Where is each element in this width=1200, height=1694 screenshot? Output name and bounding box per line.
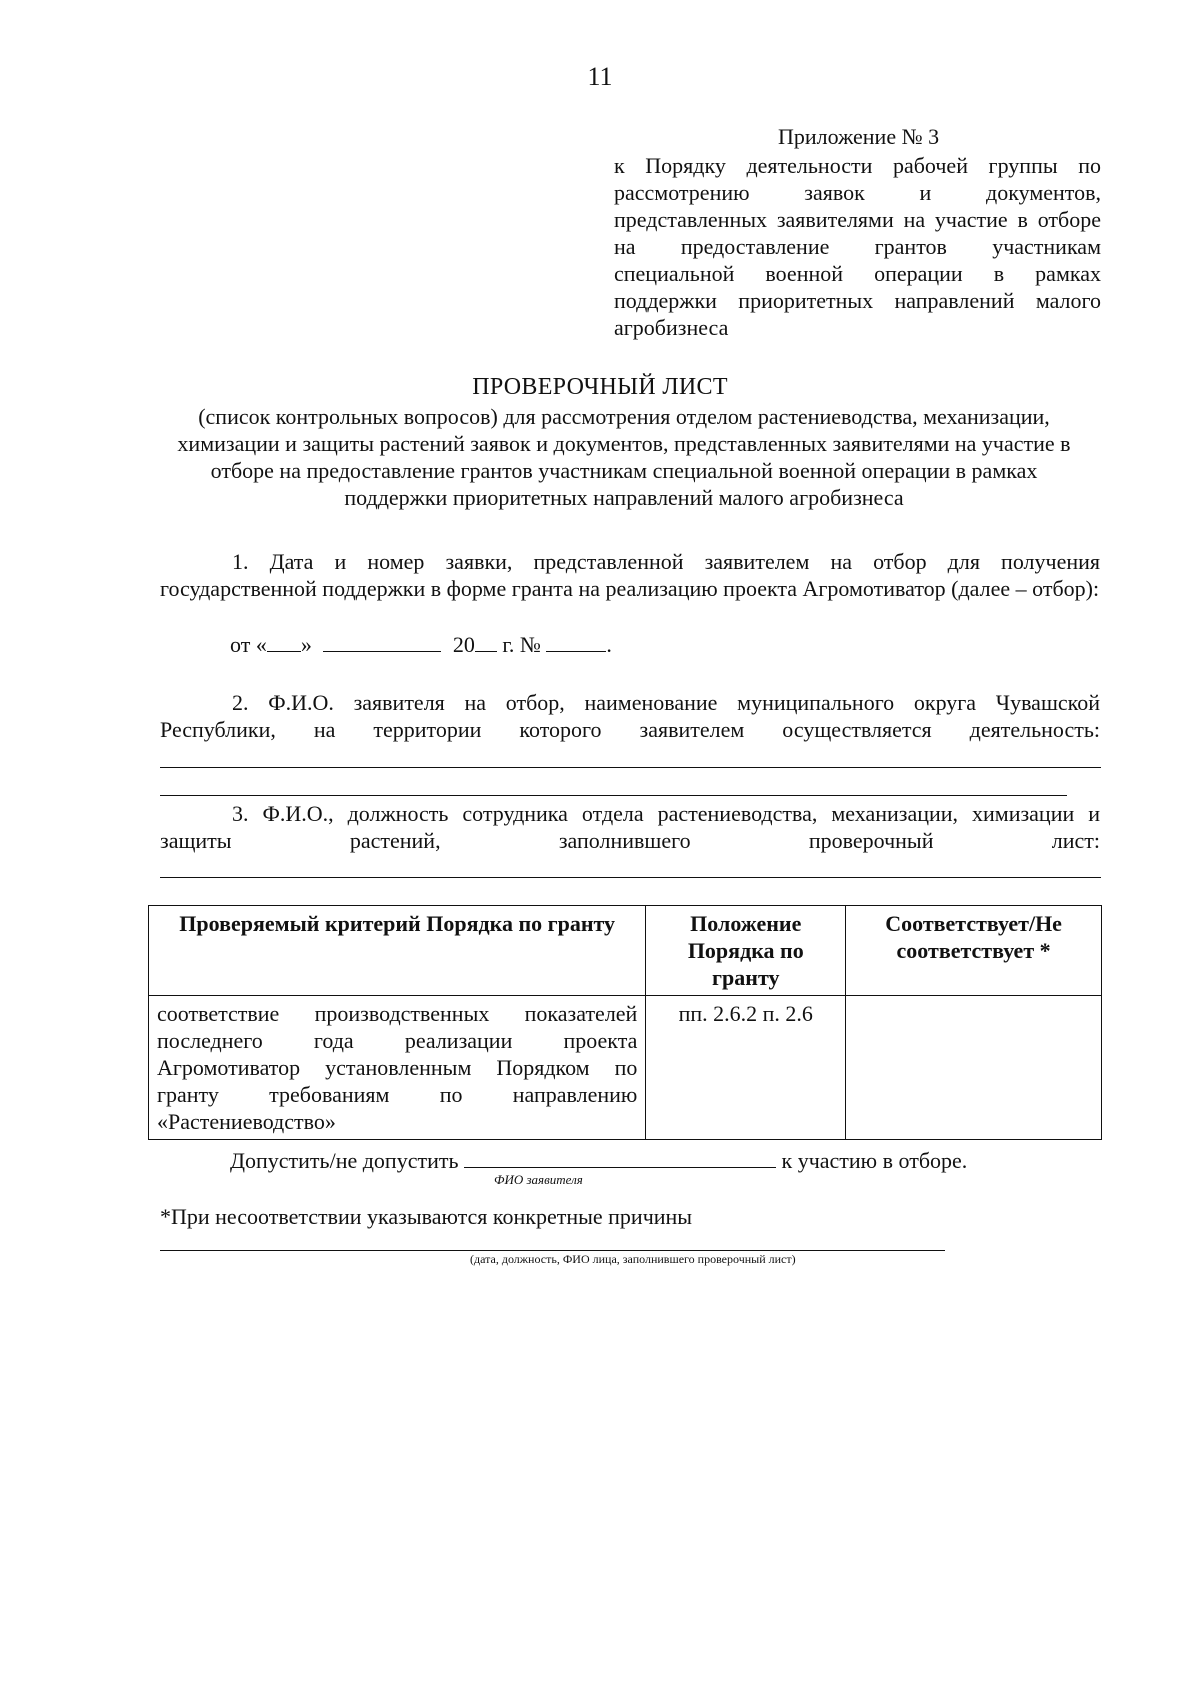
date-prefix: от «	[230, 632, 267, 657]
criteria-table	[148, 905, 1102, 1140]
year-prefix: 20	[452, 632, 475, 657]
document-subtitle: (список контрольных вопросов) для рассмотрения отделом растениеводства, механизации, химизации и защиты растений заявок и документов, представленных заявителями на участие в отборе на предоставление грантов участникам специальной военной операции в рамках поддержки приоритетных направлений малого агробизнеса	[177, 404, 1071, 510]
document-title: ПРОВЕРОЧНЫЙ ЛИСТ	[472, 374, 728, 400]
day-field[interactable]	[267, 633, 301, 652]
table-header-row	[149, 906, 1102, 996]
page-number: 11	[587, 62, 613, 91]
item-3-blank-line[interactable]	[160, 877, 1101, 878]
decision-suffix: к участию в отборе.	[781, 1148, 968, 1173]
month-field[interactable]	[323, 633, 441, 652]
item-1-date-line	[230, 632, 612, 658]
item-2-paragraph	[160, 689, 1100, 743]
date-mid: »	[300, 632, 312, 657]
item-3-text: 3. Ф.И.О., должность сотрудника отдела растениеводства, механизации, химизации и защиты растений, заполнившего проверочный лист:	[160, 801, 1100, 853]
appendix-title: Приложение № 3	[778, 124, 940, 149]
signature-caption: (дата, должность, ФИО лица, заполнившего проверочный лист)	[470, 1252, 796, 1266]
column-header-criterion: Проверяемый критерий Порядка по гранту	[149, 906, 646, 996]
item-1-text: 1. Дата и номер заявки, представленной заявителем на отбор для получения государственной поддержки в форме гранта на реализацию проекта Агромотиватор (далее – отбор):	[160, 549, 1100, 601]
footnote: *При несоответствии указываются конкретные причины	[160, 1204, 693, 1229]
year-field[interactable]	[475, 633, 497, 652]
year-suffix: г. №	[502, 632, 541, 657]
signature-line[interactable]	[160, 1250, 945, 1251]
table-row	[149, 996, 1102, 1140]
status-cell[interactable]	[846, 996, 1102, 1140]
item-1-paragraph	[160, 548, 1100, 602]
item-3-paragraph	[160, 800, 1100, 854]
applicant-name-caption: ФИО заявителя	[494, 1172, 583, 1187]
clause-cell: пп. 2.6.2 п. 2.6	[646, 996, 846, 1140]
decision-line	[230, 1148, 968, 1187]
column-header-status: Соответствует/Не соответствует *	[846, 906, 1102, 996]
item-2-blank-line-2[interactable]	[160, 795, 1067, 796]
appendix-body: к Порядку деятельности рабочей группы по рассмотрению заявок и документов, представленных заявителями на участие в отборе на предоставление грантов участникам специальной военной операции в рамках поддержки приоритетных направлений малого агробизнеса	[614, 153, 1101, 340]
column-header-clause: Положение Порядка по гранту	[646, 906, 846, 996]
item-2-text: 2. Ф.И.О. заявителя на отбор, наименование муниципального округа Чувашской Республики, на территории которого заявителем осуществляется деятельность:	[160, 690, 1100, 742]
application-number-field[interactable]	[546, 633, 606, 652]
decision-prefix: Допустить/не допустить	[230, 1148, 459, 1173]
criterion-cell: соответствие производственных показателей последнего года реализации проекта Агромотиватор установленным Порядком по гранту требованиям по направлению «Растениеводство»	[149, 996, 646, 1140]
applicant-name-field[interactable]	[464, 1149, 776, 1168]
date-line-end: .	[606, 632, 612, 657]
item-2-blank-line-1[interactable]	[160, 767, 1101, 768]
